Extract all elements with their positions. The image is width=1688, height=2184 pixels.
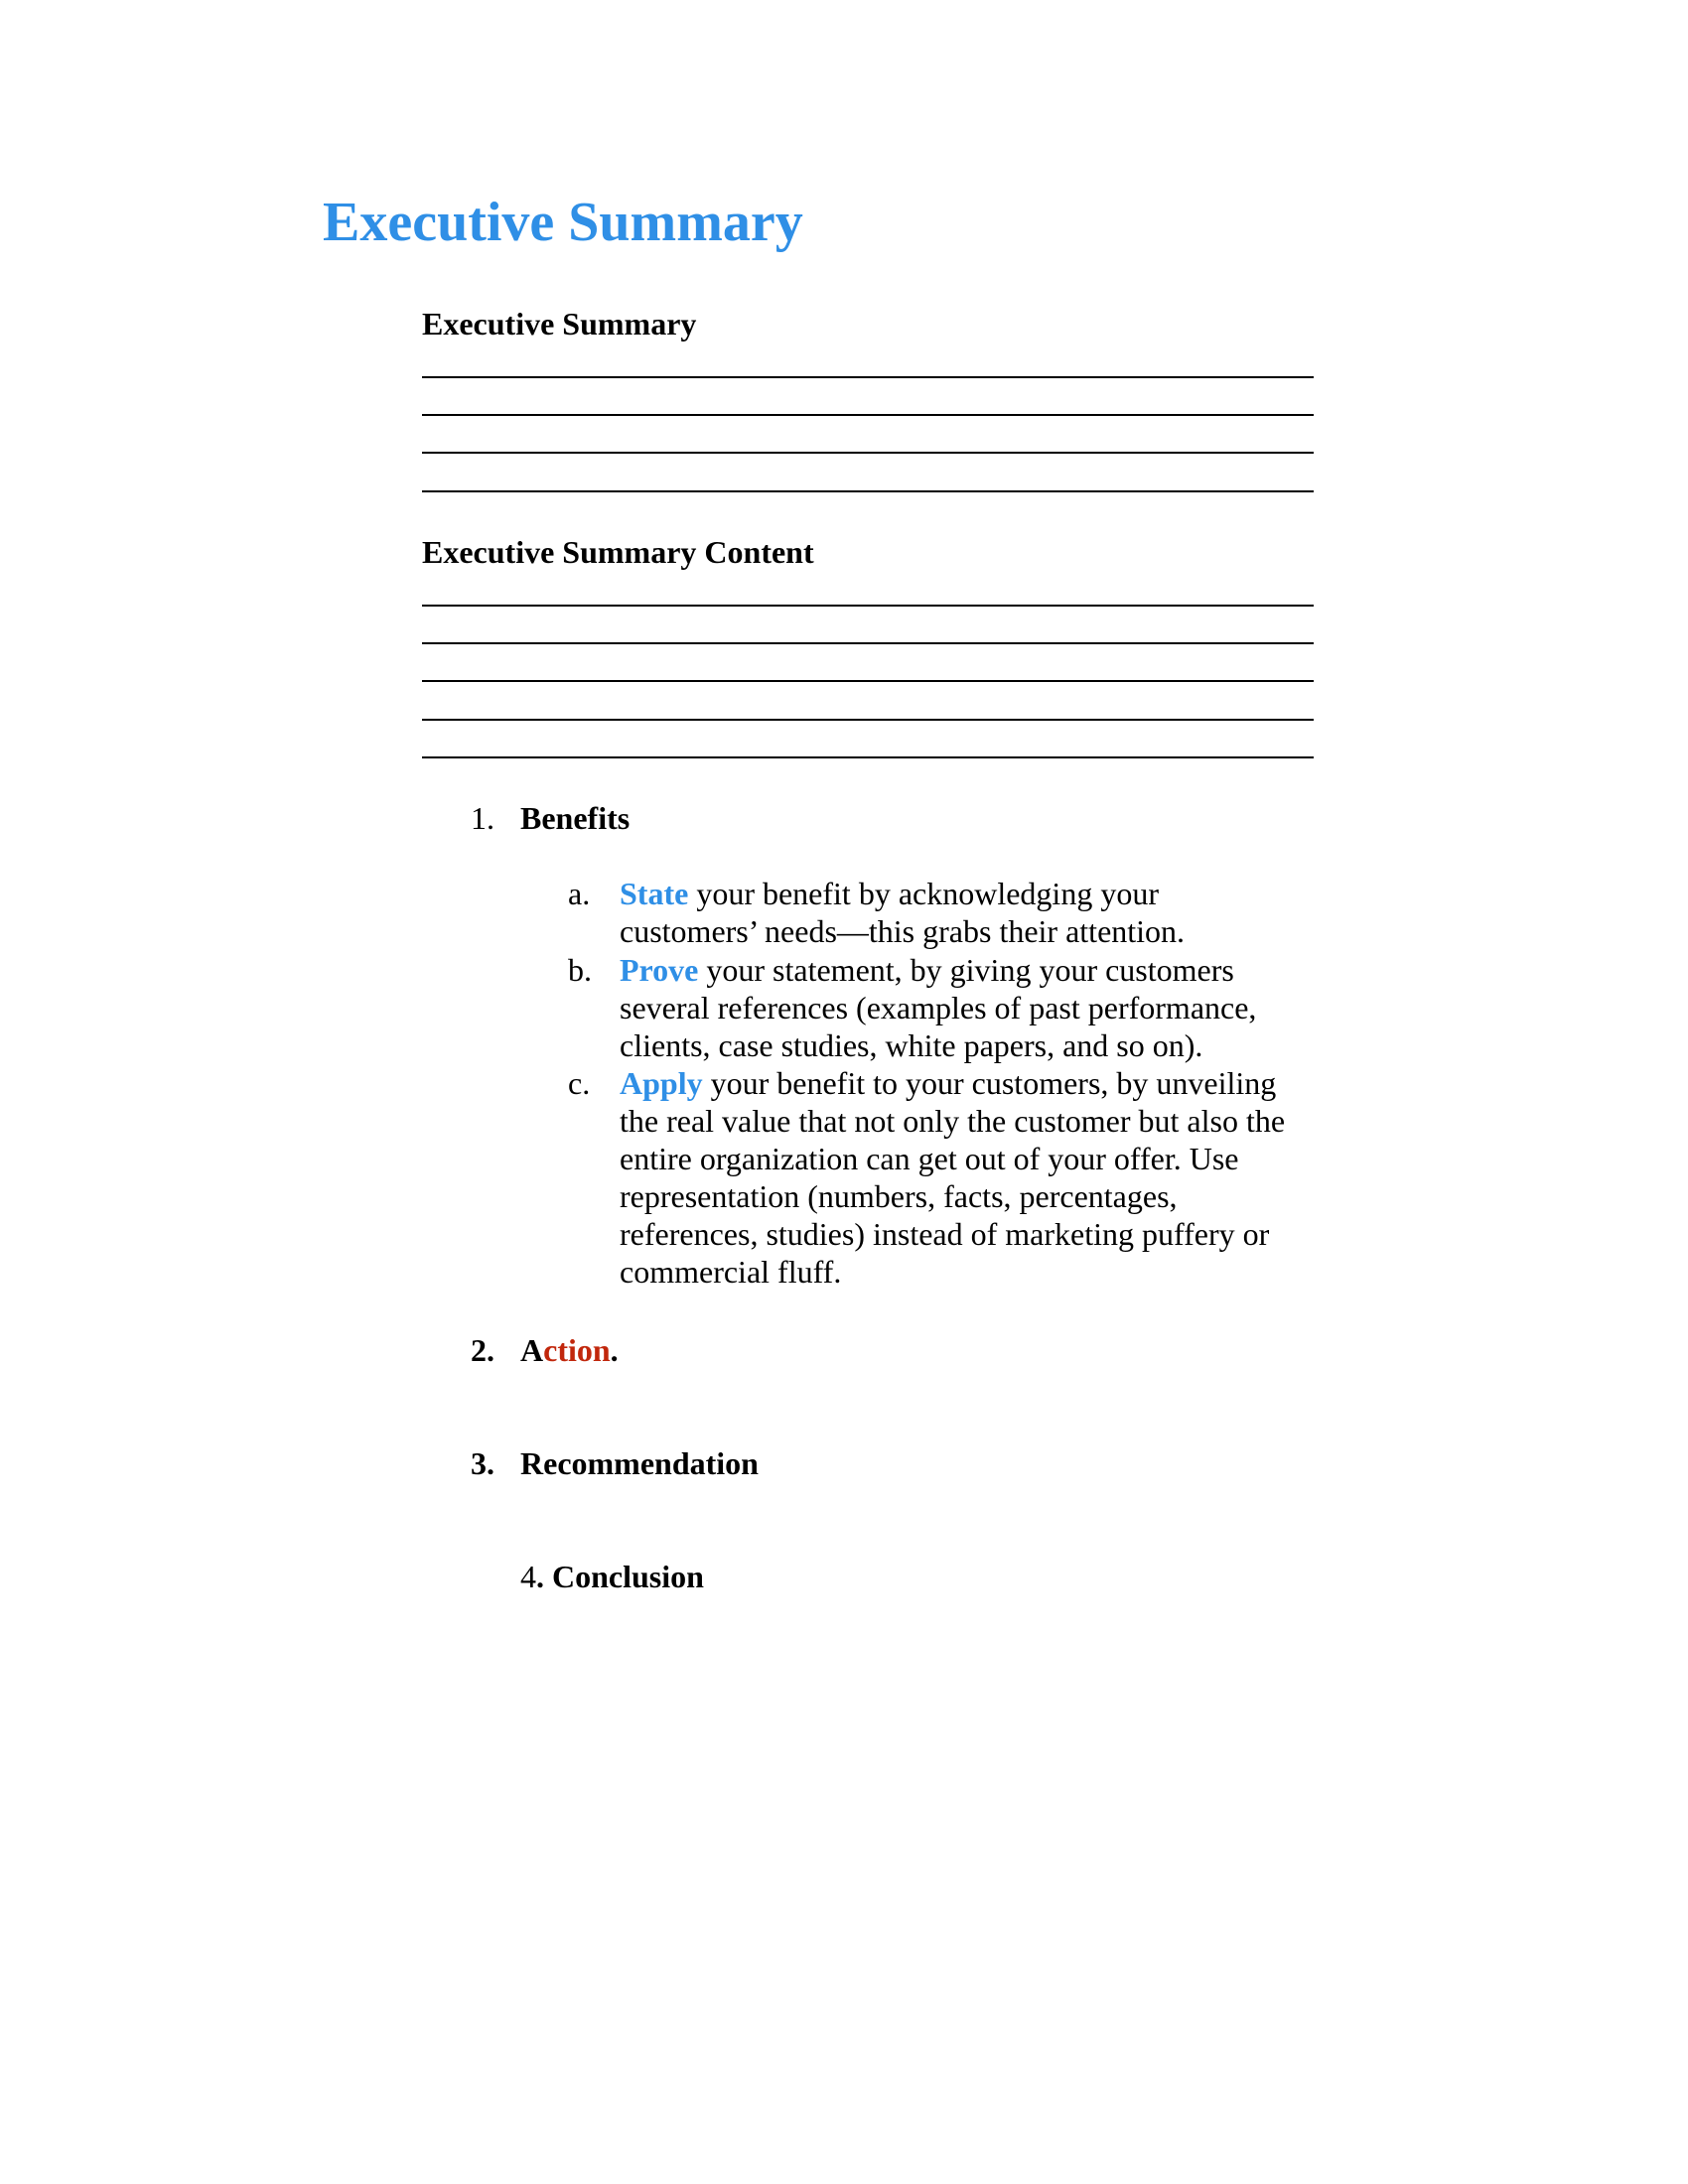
blank-line <box>422 376 1314 378</box>
blank-line <box>422 642 1314 644</box>
lead-word: State <box>620 876 689 911</box>
heading-label: Conclusion <box>544 1559 704 1594</box>
text-line: references, studies) instead of marketing puffery or <box>620 1216 1270 1252</box>
text-line: your statement, by giving your customers <box>698 952 1234 988</box>
lead-word: Prove <box>620 952 699 988</box>
text-line: your benefit by acknowledging your <box>688 876 1159 911</box>
list-number: 1. <box>471 800 494 836</box>
heading-period: . <box>610 1332 619 1368</box>
text-line: several references (examples of past performance, <box>620 990 1257 1025</box>
list-number: 3. <box>471 1445 494 1481</box>
section-heading-executive-summary-content: Executive Summary Content <box>422 534 814 570</box>
list-number: 4 <box>520 1559 536 1594</box>
list-heading-benefits: Benefits <box>520 800 631 836</box>
blank-line <box>422 719 1314 721</box>
list-heading-conclusion <box>520 1561 704 1592</box>
list-heading-action <box>520 1334 619 1366</box>
sublist-letter: c. <box>568 1065 591 1101</box>
lead-word: Apply <box>620 1065 703 1101</box>
section-heading-executive-summary: Executive Summary <box>422 306 697 341</box>
blank-line <box>422 680 1314 682</box>
text-line: representation (numbers, facts, percentages, <box>620 1178 1178 1214</box>
text-line: commercial fluff. <box>620 1254 842 1290</box>
blank-line <box>422 452 1314 454</box>
text-line: entire organization can get out of your offer. Use <box>620 1141 1239 1176</box>
text-line: customers’ needs—this grabs their attention. <box>620 913 1186 949</box>
list-number-dot: . <box>536 1559 544 1594</box>
list-number: 2. <box>471 1332 494 1368</box>
sublist-item-state <box>620 875 1335 950</box>
sublist-letter: b. <box>568 952 592 988</box>
heading-first-letter: A <box>520 1332 544 1368</box>
sublist-item-prove <box>620 951 1335 1064</box>
sublist-letter: a. <box>568 876 591 911</box>
blank-line <box>422 490 1314 492</box>
heading-rest: ction <box>543 1332 611 1368</box>
blank-line <box>422 756 1314 758</box>
blank-line <box>422 414 1314 416</box>
blank-line <box>422 605 1314 607</box>
list-heading-recommendation: Recommendation <box>520 1445 759 1481</box>
text-line: the real value that not only the customer but also the <box>620 1103 1286 1139</box>
sublist-item-apply <box>620 1064 1335 1291</box>
text-line: clients, case studies, white papers, and so on). <box>620 1027 1203 1063</box>
document-title: Executive Summary <box>323 192 803 253</box>
text-line: your benefit to your customers, by unveiling <box>702 1065 1277 1101</box>
